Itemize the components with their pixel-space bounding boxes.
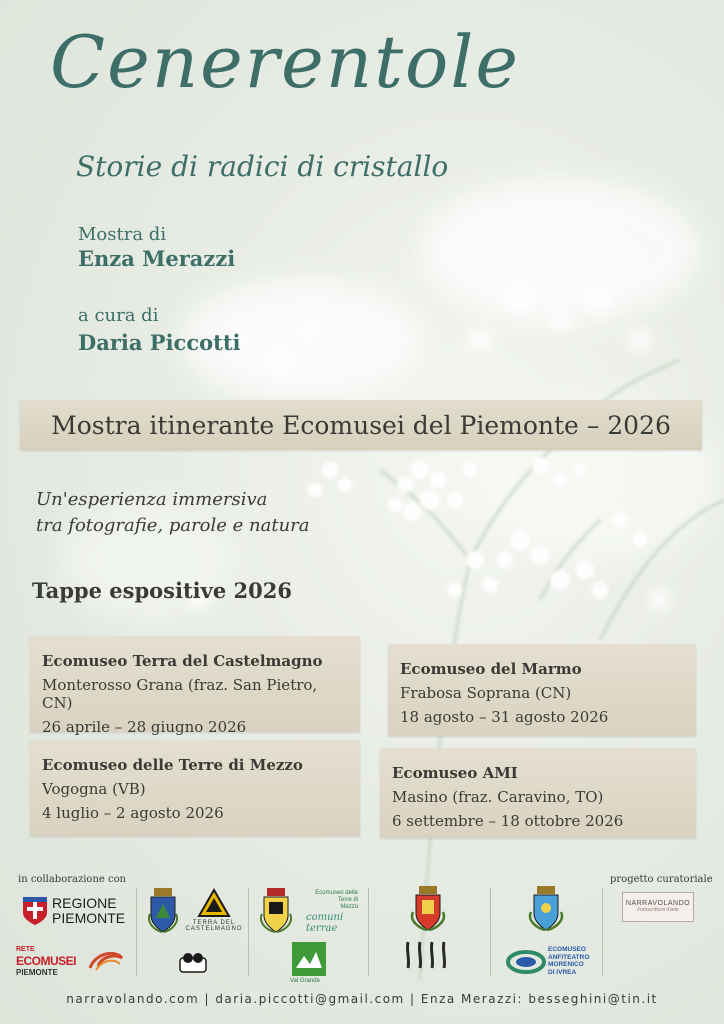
divider [602, 888, 603, 976]
stops-heading: Tappe espositive 2026 [32, 578, 292, 603]
rete-line-2: ECOMUSEI [16, 954, 77, 968]
stop-place: Frabosa Soprana (CN) [400, 684, 572, 702]
regione-line-1: REGIONE [52, 895, 117, 911]
marmo-lines-icon [404, 940, 452, 970]
terre-mezzo-line-1: Ecomuseo delle [315, 890, 358, 896]
castelmagno-text [184, 920, 244, 932]
stop-name: Ecomuseo delle Terre di Mezzo [42, 756, 303, 774]
val-grande-park-icon [292, 942, 326, 976]
stop-place: Vogogna (VB) [42, 780, 146, 798]
coat-of-arms-icon [260, 888, 292, 934]
terre-mezzo-text [306, 890, 358, 911]
footer-contacts: narravolando.com | daria.piccotti@gmail.com | Enza Merazzi: besseghini@tin.it [66, 992, 658, 1006]
mostra-label: Mostra di [78, 224, 167, 245]
rete-line-3: PIEMONTE [16, 968, 58, 977]
tagline-line-2: tra fotografie, parole e natura [36, 515, 310, 536]
stop-card-ami [380, 748, 696, 838]
collab-label: in collaborazione con [18, 874, 127, 885]
stop-place: Monterosso Grana (fraz. San Pietro, CN) [42, 676, 318, 712]
stop-card-terre-di-mezzo [30, 740, 360, 836]
narravolando-sub: Fotoscrittura d'arte [637, 907, 679, 913]
castelmagno-line-1: TERRA DEL [192, 920, 236, 926]
coat-of-arms-icon [148, 888, 178, 934]
stop-dates: 6 settembre – 18 ottobre 2026 [392, 812, 624, 830]
regione-line-2: PIEMONTE [52, 910, 126, 926]
swirl-icon [86, 948, 126, 974]
curator-name: Daria Piccotti [78, 330, 241, 355]
curatorial-label: progetto curatoriale [610, 874, 713, 885]
ami-logo [506, 946, 610, 978]
comuni-terrae-line-2: terrae [306, 923, 338, 934]
regione-piemonte-logo [22, 894, 126, 928]
narravolando-name: NARRAVOLANDO [625, 900, 691, 907]
divider [490, 888, 491, 976]
castelmagno-line-2: CASTELMAGNO [185, 926, 243, 932]
terre-mezzo-line-3: Mezzo [340, 904, 358, 910]
regione-shield-icon [22, 896, 48, 926]
curator-label: a cura di [78, 305, 159, 326]
stop-dates: 18 agosto – 31 agosto 2026 [400, 708, 609, 726]
rete-ecomusei-logo [16, 946, 126, 980]
divider [136, 888, 137, 976]
subtitle: Storie di radici di cristallo [76, 150, 449, 183]
artist-name: Enza Merazzi [78, 246, 236, 271]
stop-card-castelmagno [30, 636, 360, 736]
stop-dates: 26 aprile – 28 giugno 2026 [42, 718, 247, 736]
partner-logos [0, 868, 724, 998]
narravolando-logo [622, 892, 694, 922]
rete-line-1: RETE [16, 946, 35, 953]
coat-of-arms-icon [528, 886, 564, 932]
stop-name: Ecomuseo AMI [392, 764, 518, 782]
stop-dates: 4 luglio – 2 agosto 2026 [42, 804, 224, 822]
ami-line-3: MORENICO [548, 961, 584, 968]
cartoon-emblem-icon [178, 950, 208, 976]
stop-name: Ecomuseo del Marmo [400, 660, 582, 678]
stop-card-marmo [388, 644, 696, 736]
terre-mezzo-line-2: Terre di [337, 897, 358, 903]
divider [368, 888, 369, 976]
comuni-terrae-line-1: comuni [306, 912, 344, 923]
stop-place: Masino (fraz. Caravino, TO) [392, 788, 604, 806]
tagline-line-1: Un'esperienza immersiva [36, 489, 268, 510]
ami-line-2: ANFITEATRO [548, 953, 590, 961]
divider [248, 888, 249, 976]
castelmagno-mountain-icon [196, 888, 232, 918]
val-grande-text: Val Grande [290, 978, 320, 984]
ami-line-1: ECOMUSEO [548, 946, 586, 953]
stop-name: Ecomuseo Terra del Castelmagno [42, 652, 323, 670]
tagline [36, 487, 310, 539]
main-title: Cenerentole [50, 20, 520, 104]
exhibition-banner: Mostra itinerante Ecomusei del Piemonte – 2026 [20, 400, 702, 450]
ami-swoosh-icon [506, 950, 546, 974]
comuni-terrae-text [306, 912, 343, 934]
ami-line-4: DI IVREA [548, 968, 577, 976]
coat-of-arms-icon [408, 886, 448, 932]
